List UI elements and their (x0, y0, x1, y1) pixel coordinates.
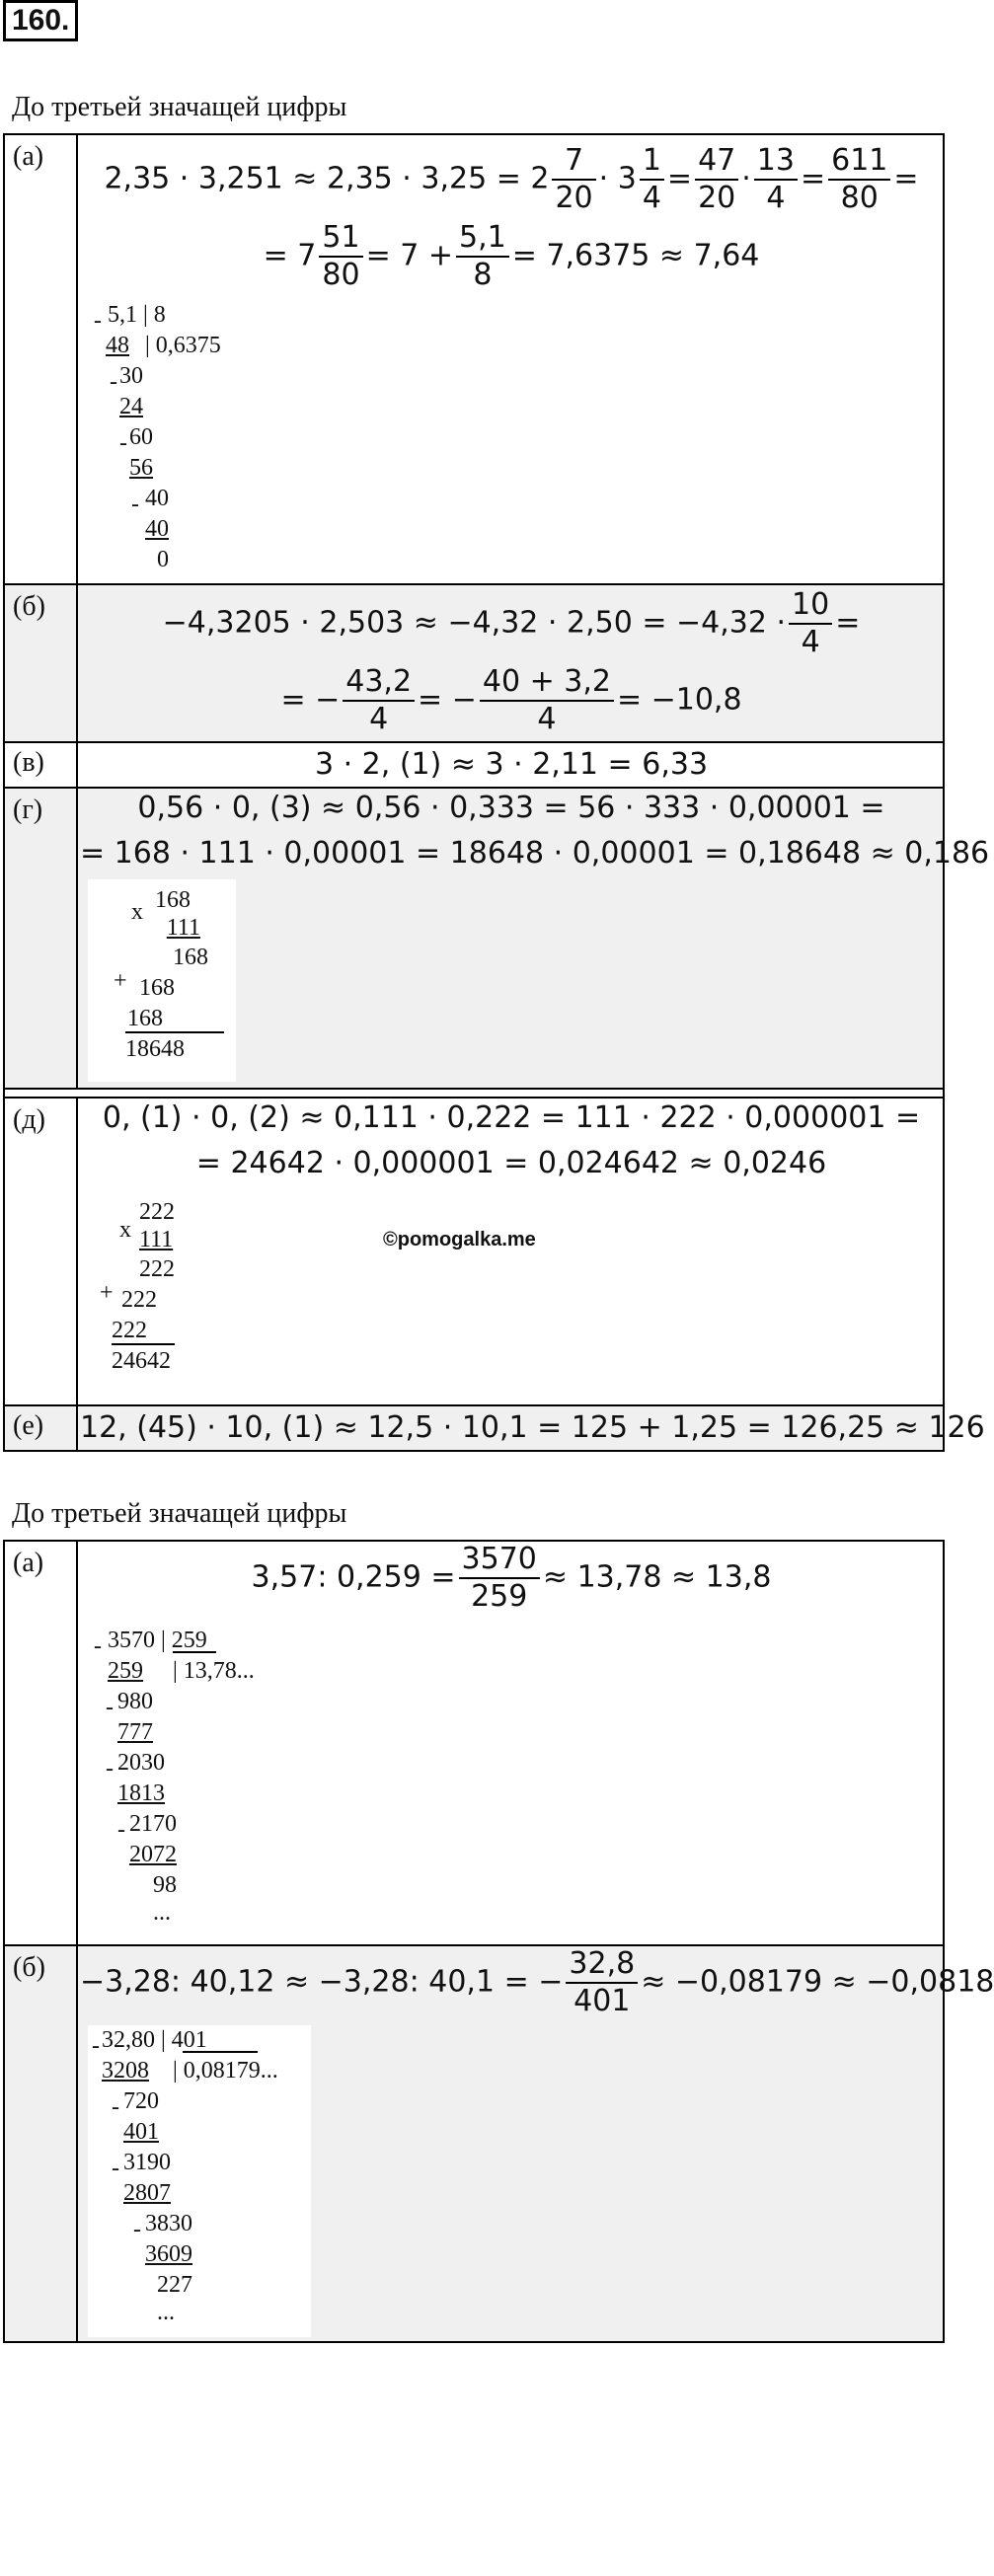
eq-text: · 3 (598, 161, 637, 196)
fraction: $\frac{7}{20}$ (552, 143, 595, 216)
column-divider (76, 789, 78, 1088)
fraction: $\frac{13}{4}$ (754, 143, 798, 216)
eq-text: · (741, 161, 751, 196)
eq-text: 2,35 · 3,251 ≈ 2,35 · 3,25 = 2 (104, 161, 550, 196)
row-a (5, 1542, 943, 1946)
eq-text: = 7,6375 ≈ 7,64 (511, 238, 760, 273)
row-label: (г) (13, 795, 43, 825)
equation-line-1: 0, (1) · 0, (2) ≈ 0,111 · 0,222 = 111 · 222 · 0,000001 = (102, 1100, 921, 1135)
fraction: $\frac{1}{4}$ (640, 143, 664, 216)
solutions-table-1b (3, 1097, 985, 1452)
row-g (5, 789, 990, 1090)
long-division: - 32,80 | 401 3208 | 0,08179... - 720 401 - 3190 2807 - 3830 3609 227 ... (88, 2025, 311, 2337)
section-heading-2: До третьей значащей цифры (12, 1498, 347, 1529)
column-divider (76, 1406, 78, 1450)
column-divider (76, 585, 78, 741)
long-division: - 5,1 | 8 48 | 0,6375 30 - 24 60 - 56 40 - 40 0 (94, 302, 221, 572)
row-label: (в) (13, 747, 44, 778)
equation-line: −3,28: 40,12 ≈ −3,28: 40,1 = − $\frac{32,8}{401}$ ≈ −0,08179 ≈ −0,0818 (80, 1946, 994, 2018)
equation-line: 3,57: 0,259 = $\frac{3570}{259}$ ≈ 13,78 ≈ 13,8 (251, 1542, 772, 1614)
equation-line-1 (80, 143, 943, 216)
equation-line-1: −4,3205 · 2,503 ≈ −4,32 · 2,50 = −4,32 · $\frac{10}{4}$ = (162, 587, 861, 659)
row-label: (е) (13, 1410, 44, 1441)
row-a (5, 135, 943, 585)
column-divider (76, 1946, 78, 2341)
equation-line-1: 0,56 · 0, (3) ≈ 0,56 · 0,333 = 56 · 333 · 0,00001 = (137, 791, 885, 825)
multiplication: x 168 111 168 + 168 168 18648 (88, 879, 236, 1082)
fraction: $\frac{40 + 3,2}{4}$ (480, 664, 614, 737)
row-b (5, 1946, 994, 2341)
column-divider (76, 1542, 78, 1944)
fraction: $\frac{43,2}{4}$ (343, 664, 415, 737)
eq-text: = (800, 161, 826, 196)
equation-line-2 (80, 220, 943, 293)
eq-text: = (666, 161, 693, 196)
fraction: $\frac{5,1}{8}$ (456, 220, 509, 293)
section-heading-1: До третьей значащей цифры (12, 92, 347, 122)
equation-line: 12, (45) · 10, (1) ≈ 12,5 · 10,1 = 125 + 1,25 = 126,25 ≈ 126 (80, 1410, 985, 1445)
multiplication: x 222 111 222 + 222 222 24642 (100, 1199, 175, 1374)
equation-line-2: = 24642 · 0,000001 = 0,024642 ≈ 0,0246 (195, 1146, 827, 1180)
eq-text: = 7 + (365, 238, 453, 273)
row-b (5, 585, 943, 743)
eq-text: = 7 (263, 238, 317, 273)
equation-line-2: = 168 · 111 · 0,00001 = 18648 · 0,00001 = 0,18648 ≈ 0,186 (80, 836, 990, 871)
column-divider (76, 743, 78, 787)
row-label: (б) (13, 1952, 45, 1983)
row-e (5, 1406, 985, 1450)
row-label: (а) (13, 141, 44, 172)
row-label: (а) (13, 1548, 44, 1578)
fraction: $\frac{611}{80}$ (828, 143, 890, 216)
fraction: $\frac{51}{80}$ (319, 220, 362, 293)
solutions-table-2 (3, 1540, 994, 2343)
fraction: $\frac{32,8}{401}$ (566, 1946, 638, 2019)
row-d (5, 1099, 943, 1406)
long-division: - 3570 | 259 259 | 13,78... - 980 777 - 2030 1813 - 2170 2072 98 ... (94, 1628, 255, 1926)
column-divider (76, 1099, 78, 1404)
fraction: $\frac{10}{4}$ (789, 587, 832, 660)
column-divider (76, 135, 78, 583)
fraction: $\frac{3570}{259}$ (459, 1542, 540, 1615)
row-label: (б) (13, 591, 45, 622)
equation-line-2: = − $\frac{43,2}{4}$ = − $\frac{40 + 3,2}{4}$ = −10,8 (280, 664, 742, 736)
problem-number: 160. (3, 0, 78, 41)
watermark: ©pomogalka.me (383, 1229, 536, 1250)
row-label: (д) (13, 1104, 45, 1135)
eq-text: = (893, 161, 919, 196)
equation-line: 3 · 2, (1) ≈ 3 · 2,11 = 6,33 (314, 747, 709, 782)
row-v (5, 743, 943, 789)
fraction: $\frac{47}{20}$ (695, 143, 738, 216)
